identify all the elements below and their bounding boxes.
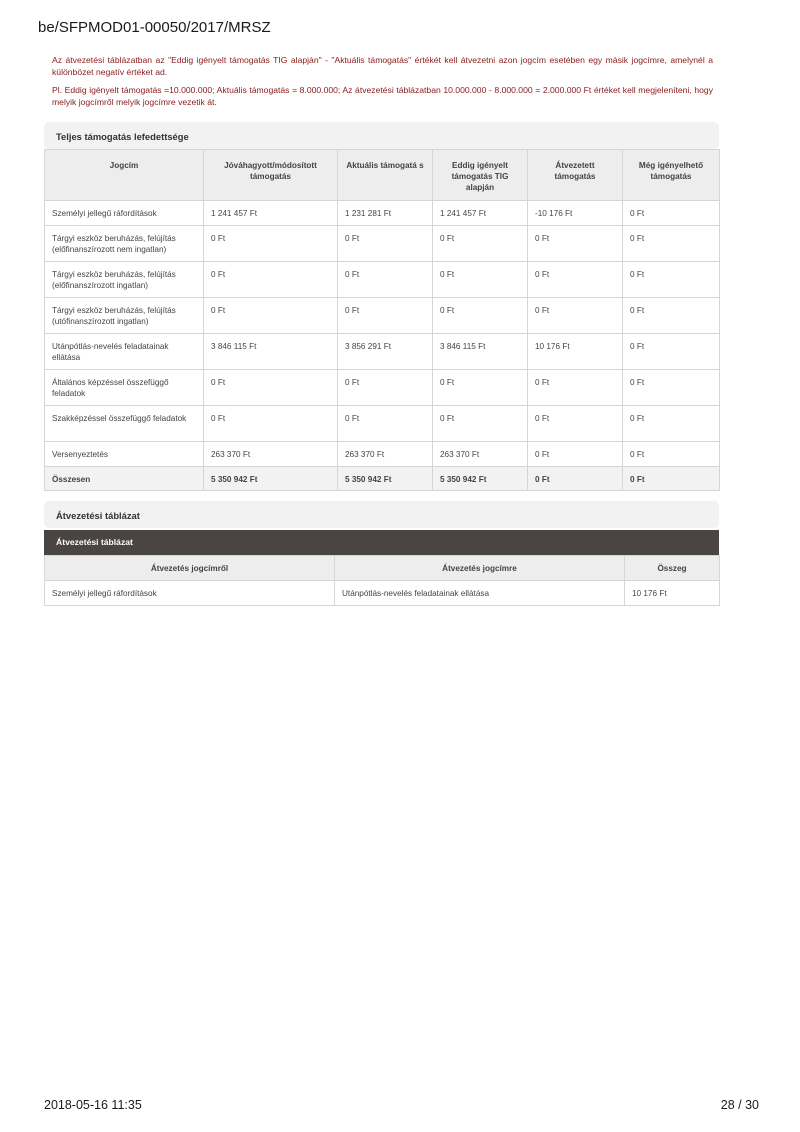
jogcim-cell: Személyi jellegű ráfordítások — [45, 201, 204, 226]
page-number: 28 / 30 — [720, 1098, 759, 1112]
table-row — [45, 406, 720, 442]
column-header: Jogcím — [45, 150, 204, 201]
table-row — [45, 581, 720, 606]
value-cell: 0 Ft — [338, 406, 433, 442]
table-header-row — [45, 556, 720, 581]
total-label: Összesen — [45, 467, 204, 491]
column-header: Átvezetés jogcímre — [335, 556, 625, 581]
column-header: Aktuális támogatá s — [338, 150, 433, 201]
value-cell: 0 Ft — [338, 226, 433, 262]
value-cell: 263 370 Ft — [433, 442, 528, 467]
column-header: Átvezetés jogcímről — [45, 556, 335, 581]
jogcim-cell: Tárgyi eszköz beruházás, felújítás (utófinanszírozott ingatlan) — [45, 298, 204, 334]
value-cell: 0 Ft — [433, 298, 528, 334]
value-cell: 0 Ft — [623, 201, 720, 226]
column-header: Még igényelhető támogatás — [623, 150, 720, 201]
value-cell: 0 Ft — [204, 298, 338, 334]
value-cell: 0 Ft — [338, 370, 433, 406]
from-cell: Személyi jellegű ráfordítások — [45, 581, 335, 606]
value-cell: 10 176 Ft — [528, 334, 623, 370]
jogcim-cell: Versenyeztetés — [45, 442, 204, 467]
value-cell: 3 856 291 Ft — [338, 334, 433, 370]
jogcim-cell: Tárgyi eszköz beruházás, felújítás (előfinanszírozott ingatlan) — [45, 262, 204, 298]
total-cell: 5 350 942 Ft — [204, 467, 338, 491]
value-cell: 0 Ft — [623, 370, 720, 406]
value-cell: 0 Ft — [204, 226, 338, 262]
value-cell: 0 Ft — [623, 298, 720, 334]
table-row — [45, 262, 720, 298]
value-cell: 0 Ft — [338, 298, 433, 334]
value-cell: 0 Ft — [623, 262, 720, 298]
table-row — [45, 201, 720, 226]
coverage-table — [44, 149, 720, 491]
table-row — [45, 370, 720, 406]
note-paragraph: Pl. Eddig igényelt támogatás =10.000.000; Aktuális támogatás = 8.000.000; Az átvezetési táblázatban 10.000.000 - 8.000.000 = 2.000.000 Ft értéket kell megjeleníteni, hogy melyik jogcímről melyik jogcímre vezetik át. — [52, 85, 713, 107]
value-cell: 0 Ft — [528, 262, 623, 298]
value-cell: 0 Ft — [204, 370, 338, 406]
column-header: Jóváhagyott/módosított támogatás — [204, 150, 338, 201]
value-cell: 0 Ft — [528, 406, 623, 442]
column-header: Eddig igényelt támogatás TIG alapján — [433, 150, 528, 201]
value-cell: 263 370 Ft — [204, 442, 338, 467]
value-cell: 0 Ft — [204, 406, 338, 442]
instruction-notes — [52, 54, 713, 114]
total-cell: 0 Ft — [528, 467, 623, 491]
value-cell: 0 Ft — [433, 262, 528, 298]
value-cell: -10 176 Ft — [528, 201, 623, 226]
value-cell: 0 Ft — [433, 370, 528, 406]
column-header: Átvezetett támogatás — [528, 150, 623, 201]
transfer-table-title: Átvezetési táblázat — [44, 530, 719, 555]
coverage-section-title: Teljes támogatás lefedettsége — [44, 122, 719, 149]
value-cell: 0 Ft — [204, 262, 338, 298]
value-cell: 0 Ft — [623, 226, 720, 262]
value-cell: 0 Ft — [528, 226, 623, 262]
table-row — [45, 334, 720, 370]
value-cell: 1 231 281 Ft — [338, 201, 433, 226]
document-id: be/SFPMOD01-00050/2017/MRSZ — [38, 19, 271, 36]
total-cell: 0 Ft — [623, 467, 720, 491]
value-cell: 3 846 115 Ft — [433, 334, 528, 370]
value-cell: 0 Ft — [623, 334, 720, 370]
table-row — [45, 442, 720, 467]
value-cell: 0 Ft — [623, 406, 720, 442]
table-header-row — [45, 150, 720, 201]
footer-datetime: 2018-05-16 11:35 — [44, 1098, 142, 1112]
value-cell: 0 Ft — [528, 370, 623, 406]
value-cell: 1 241 457 Ft — [433, 201, 528, 226]
transfer-table — [44, 555, 720, 606]
value-cell: 0 Ft — [433, 406, 528, 442]
value-cell: 0 Ft — [433, 226, 528, 262]
note-paragraph: Az átvezetési táblázatban az "Eddig igényelt támogatás TIG alapján" - "Aktuális támogatás" értékét kell átvezetni azon jogcím esetében egy másik jogcímre, amelynél a különbözet negatív értéket ad. — [52, 55, 713, 77]
column-header: Összeg — [625, 556, 720, 581]
value-cell: 0 Ft — [623, 442, 720, 467]
value-cell: 1 241 457 Ft — [204, 201, 338, 226]
table-row — [45, 226, 720, 262]
total-row — [45, 467, 720, 491]
value-cell: 0 Ft — [338, 262, 433, 298]
transfer-section-title: Átvezetési táblázat — [44, 501, 719, 528]
to-cell: Utánpótlás-nevelés feladatainak ellátása — [335, 581, 625, 606]
jogcim-cell: Általános képzéssel összefüggő feladatok — [45, 370, 204, 406]
value-cell: 263 370 Ft — [338, 442, 433, 467]
jogcim-cell: Utánpótlás-nevelés feladatainak ellátása — [45, 334, 204, 370]
jogcim-cell: Szakképzéssel összefüggő feladatok — [45, 406, 204, 442]
total-cell: 5 350 942 Ft — [338, 467, 433, 491]
total-cell: 5 350 942 Ft — [433, 467, 528, 491]
amount-cell: 10 176 Ft — [625, 581, 720, 606]
value-cell: 3 846 115 Ft — [204, 334, 338, 370]
table-row — [45, 298, 720, 334]
value-cell: 0 Ft — [528, 442, 623, 467]
jogcim-cell: Tárgyi eszköz beruházás, felújítás (előfinanszírozott nem ingatlan) — [45, 226, 204, 262]
value-cell: 0 Ft — [528, 298, 623, 334]
